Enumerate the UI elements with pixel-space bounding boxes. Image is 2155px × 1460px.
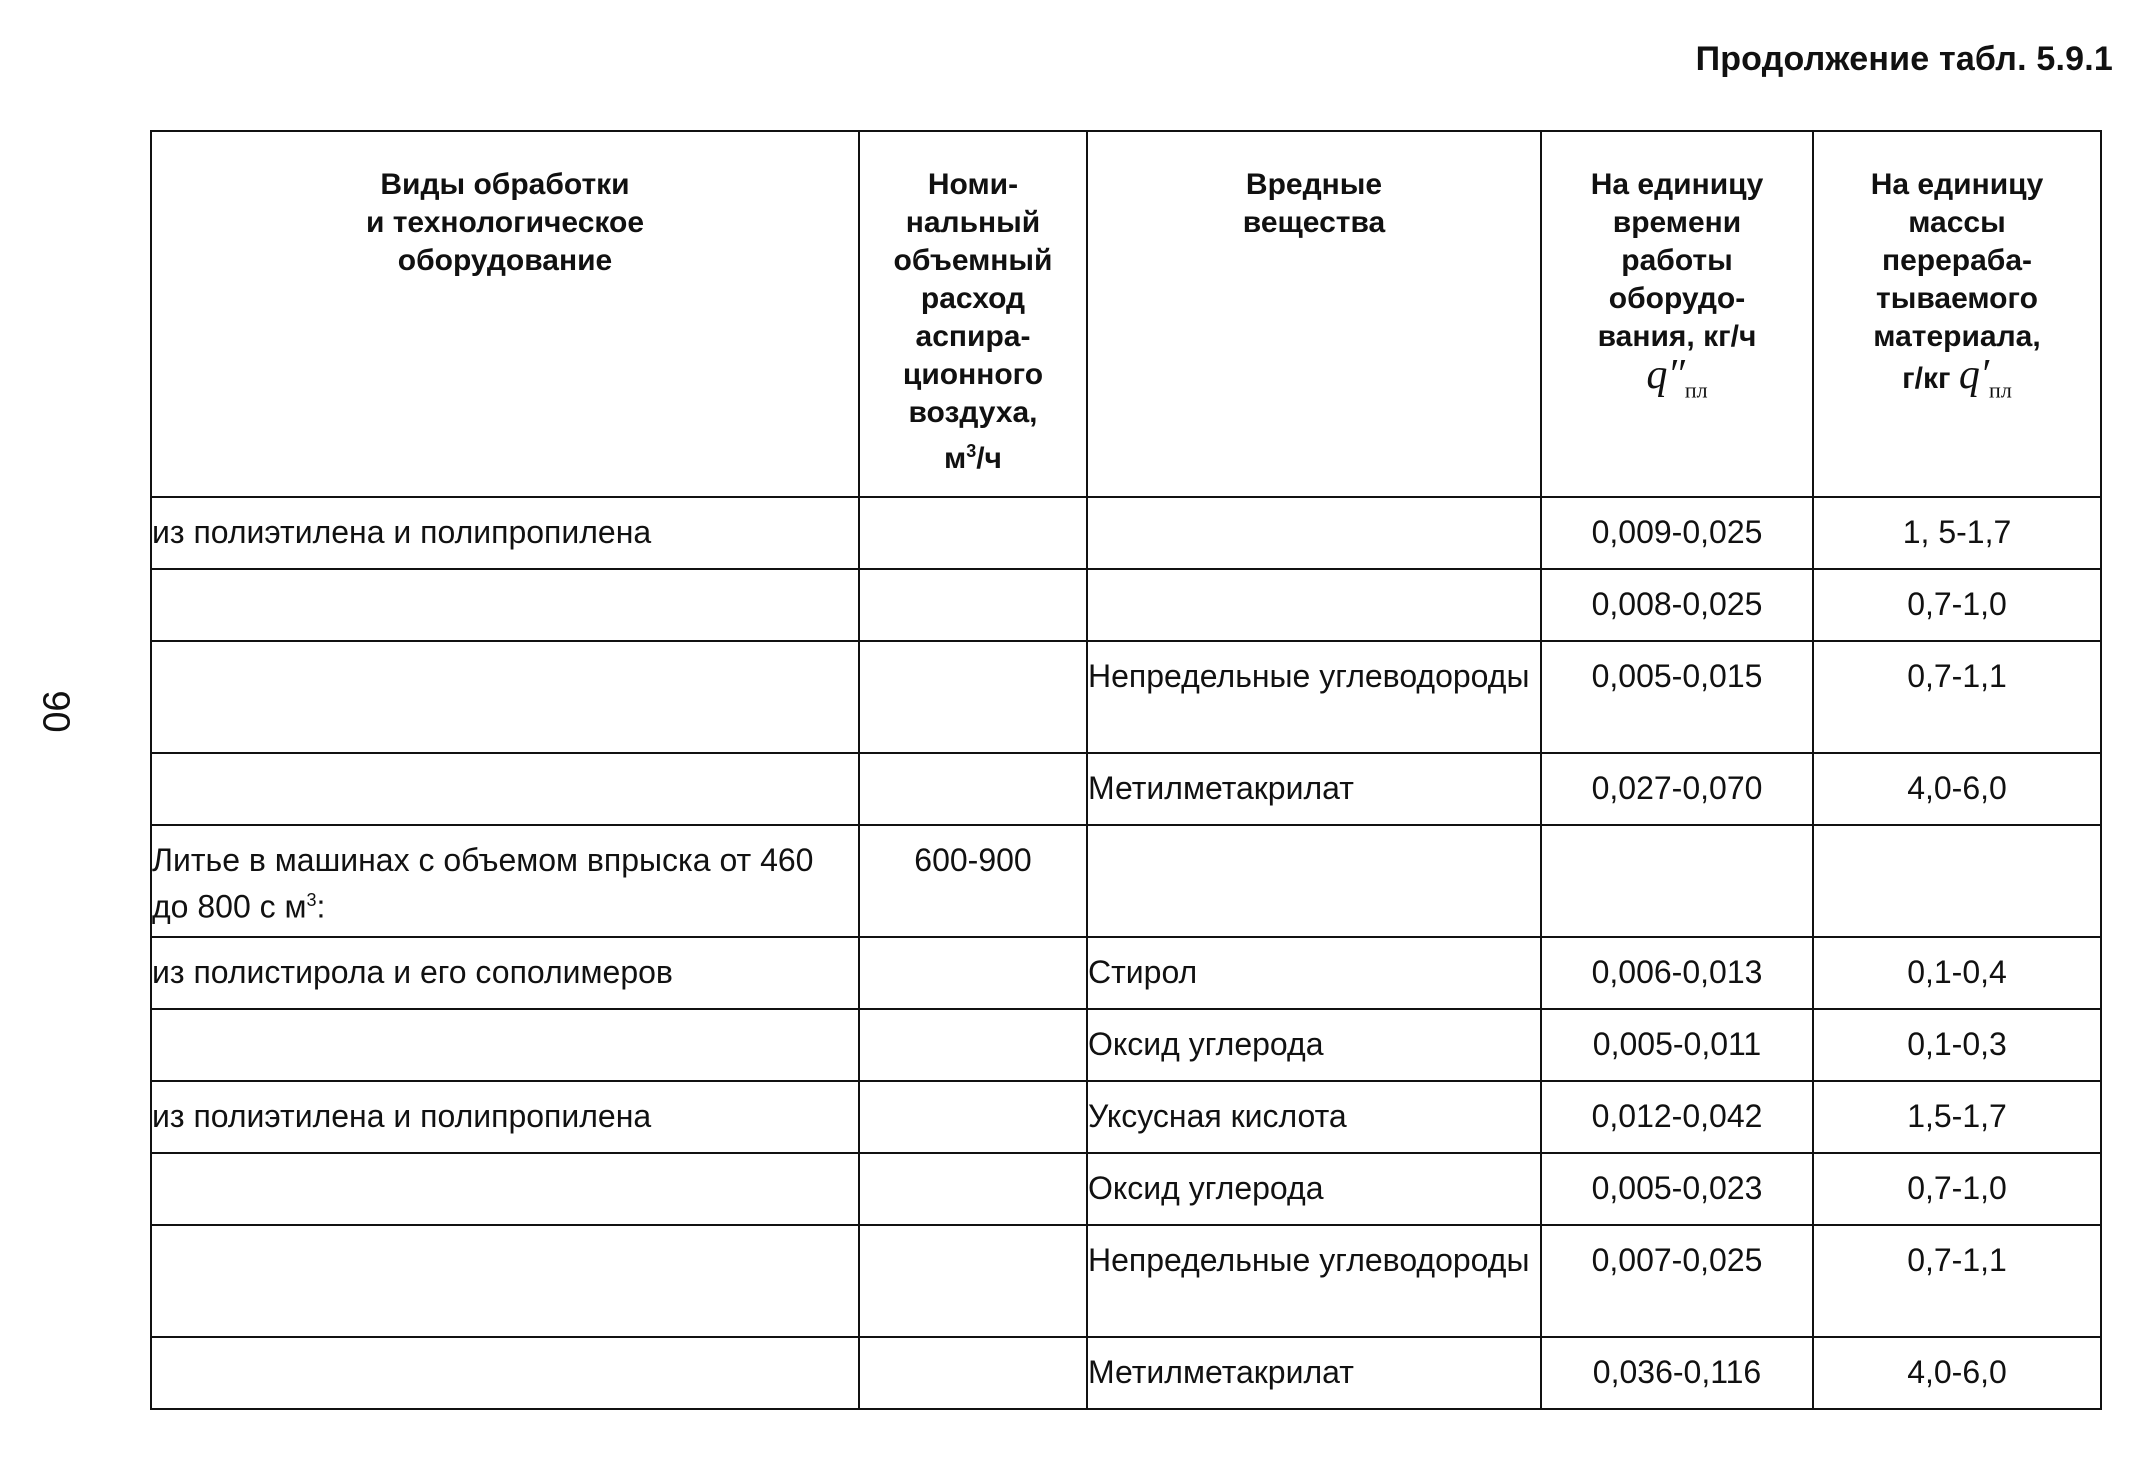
cell-per-mass: 0,7-1,0: [1813, 569, 2101, 641]
header-per-mass-unit: На единицу массы перераба- тываемого материала, г/кг $q'_{пл}$: [1813, 131, 2101, 497]
cell-processing: из полистирола и его сополимеров: [151, 937, 859, 1009]
cell-airflow: [859, 1225, 1087, 1337]
cell-per-time: 0,005-0,011: [1541, 1009, 1813, 1081]
cell-processing: [151, 1337, 859, 1409]
page-number: 90: [34, 690, 77, 733]
cell-airflow: 600-900: [859, 825, 1087, 937]
table-caption: Продолжение табл. 5.9.1: [1695, 40, 2113, 78]
cell-per-time: 0,006-0,013: [1541, 937, 1813, 1009]
header-air-flow: Номи- нальный объемный расход аспира- ционного воздуха, $м^3/ч$: [859, 131, 1087, 497]
cell-substance: Метилметакрилат: [1087, 753, 1541, 825]
cell-airflow: [859, 1009, 1087, 1081]
cell-per-time: 0,005-0,023: [1541, 1153, 1813, 1225]
table-row: [151, 1337, 2101, 1409]
cell-airflow: [859, 937, 1087, 1009]
cell-per-mass: 0,1-0,4: [1813, 937, 2101, 1009]
table-row: [151, 1081, 2101, 1153]
cell-per-time: 0,009-0,025: [1541, 497, 1813, 569]
cell-processing: [151, 1009, 859, 1081]
cell-substance: Непредельные углеводороды: [1087, 1225, 1541, 1337]
table-row: [151, 825, 2101, 937]
table-row: [151, 937, 2101, 1009]
cell-processing: Литье в машинах с объемом впрыска от 460 до 800 с $м^3$:: [151, 825, 859, 937]
cell-per-time: 0,027-0,070: [1541, 753, 1813, 825]
cell-per-mass: 4,0-6,0: [1813, 1337, 2101, 1409]
cell-processing: из полиэтилена и полипропилена: [151, 497, 859, 569]
cell-airflow: [859, 753, 1087, 825]
table-row: [151, 753, 2101, 825]
cell-airflow: [859, 1081, 1087, 1153]
cell-substance: Оксид углерода: [1087, 1009, 1541, 1081]
cell-per-mass: 1,5-1,7: [1813, 1081, 2101, 1153]
cell-per-time: 0,012-0,042: [1541, 1081, 1813, 1153]
cell-airflow: [859, 1153, 1087, 1225]
cell-airflow: [859, 1337, 1087, 1409]
cell-per-mass: 0,7-1,1: [1813, 641, 2101, 753]
cell-per-time: 0,007-0,025: [1541, 1225, 1813, 1337]
cell-substance: [1087, 825, 1541, 937]
data-table: [150, 130, 2102, 1410]
header-harmful-substances: Вредные вещества: [1087, 131, 1541, 497]
cell-substance: Метилметакрилат: [1087, 1337, 1541, 1409]
cell-per-time: [1541, 825, 1813, 937]
cell-airflow: [859, 569, 1087, 641]
table-row: [151, 1009, 2101, 1081]
table-row: [151, 497, 2101, 569]
cell-substance: Оксид углерода: [1087, 1153, 1541, 1225]
cell-per-time: 0,005-0,015: [1541, 641, 1813, 753]
cell-substance: Уксусная кислота: [1087, 1081, 1541, 1153]
q-prime-symbol: $q'_{пл}$: [1958, 352, 2012, 403]
cell-per-mass: 4,0-6,0: [1813, 753, 2101, 825]
cell-processing: [151, 1153, 859, 1225]
cell-per-mass: 0,7-1,1: [1813, 1225, 2101, 1337]
table-row: [151, 1153, 2101, 1225]
cell-airflow: [859, 497, 1087, 569]
cell-processing: [151, 753, 859, 825]
cell-per-mass: 1, 5-1,7: [1813, 497, 2101, 569]
cell-airflow: [859, 641, 1087, 753]
cell-processing: [151, 641, 859, 753]
cell-per-mass: 0,1-0,3: [1813, 1009, 2101, 1081]
table-row: [151, 569, 2101, 641]
cell-substance: [1087, 569, 1541, 641]
cell-per-time: 0,008-0,025: [1541, 569, 1813, 641]
cell-processing: из полиэтилена и полипропилена: [151, 1081, 859, 1153]
cell-processing: [151, 1225, 859, 1337]
cell-substance: Непредельные углеводороды: [1087, 641, 1541, 753]
q-double-prime-symbol: $q''_{пл}$: [1646, 352, 1708, 403]
table-row: [151, 1225, 2101, 1337]
header-processing-type: Виды обработки и технологическое оборудование: [151, 131, 859, 497]
header-per-time-unit: На единицу времени работы оборудо- вания, кг/ч $q''_{пл}$: [1541, 131, 1813, 497]
cell-per-mass: 0,7-1,0: [1813, 1153, 2101, 1225]
table-row: [151, 641, 2101, 753]
header-row: [151, 131, 2101, 497]
cell-processing: [151, 569, 859, 641]
cell-substance: [1087, 497, 1541, 569]
cell-substance: Стирол: [1087, 937, 1541, 1009]
cell-per-mass: [1813, 825, 2101, 937]
cell-per-time: 0,036-0,116: [1541, 1337, 1813, 1409]
